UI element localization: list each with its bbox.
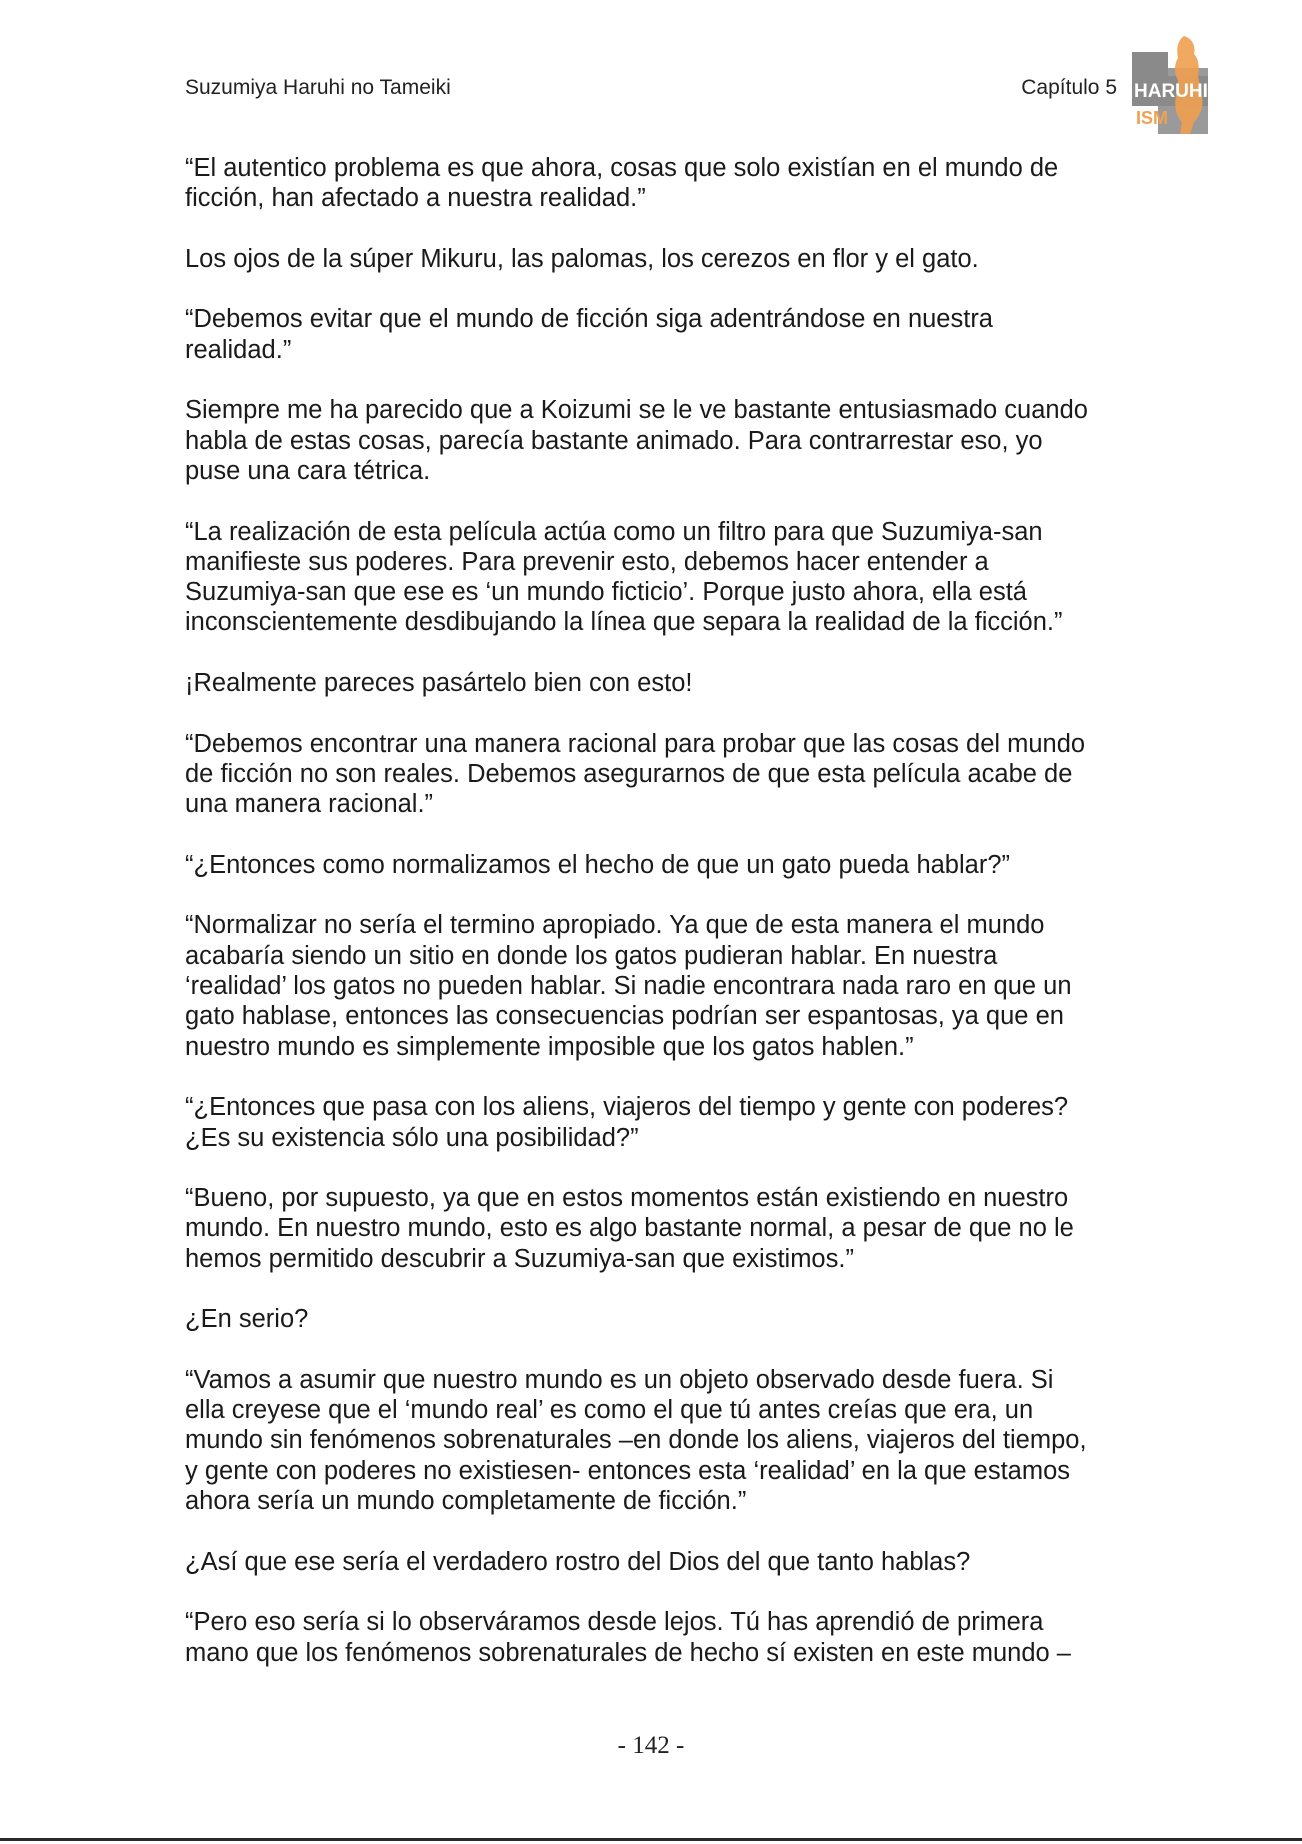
page-header xyxy=(185,72,1117,112)
body-text xyxy=(185,153,1125,1698)
book-title: Suzumiya Haruhi no Tameiki xyxy=(185,76,451,99)
chapter-label: Capítulo 5 xyxy=(1021,76,1117,99)
paragraph: “¿Entonces que pasa con los aliens, viajeros del tiempo y gente con poderes? ¿Es su existencia sólo una posibilidad?” xyxy=(185,1093,1069,1152)
page-number: - 142 - xyxy=(617,1732,685,1759)
paragraph: “Debemos encontrar una manera racional para probar que las cosas del mundo de ficción no son reales. Debemos asegurarnos de que esta película acabe de una manera racional.” xyxy=(185,729,1086,819)
logo-text-top: HARUHI xyxy=(1134,81,1208,102)
paragraph: Siempre me ha parecido que a Koizumi se le ve bastante entusiasmado cuando habla de estas cosas, parecía bastante animado. Para contrarrestar eso, yo puse una cara tétrica. xyxy=(185,396,1088,485)
paragraph: “Bueno, por supuesto, ya que en estos momentos están existiendo en nuestro mundo. En nuestro mundo, esto es algo bastante normal, a pesar de que no le hemos permitido descubrir a Suzumiya-san que existimos.” xyxy=(185,1184,1074,1273)
haruhiism-logo xyxy=(1132,36,1208,134)
paragraph: “¿Entonces como normalizamos el hecho de que un gato pueda hablar?” xyxy=(185,850,1011,879)
paragraph: ¿En serio? xyxy=(185,1305,309,1334)
paragraph: ¿Así que ese sería el verdadero rostro del Dios del que tanto hablas? xyxy=(185,1547,971,1576)
logo-text-bottom: ISM xyxy=(1136,108,1169,128)
paragraph: “El autentico problema es que ahora, cosas que solo existían en el mundo de ficción, han afectado a nuestra realidad.” xyxy=(185,154,1059,213)
paragraph: Los ojos de la súper Mikuru, las palomas, los cerezos en flor y el gato. xyxy=(185,244,979,273)
bottom-divider xyxy=(0,1838,1302,1841)
paragraph: “La realización de esta película actúa como un filtro para que Suzumiya-san manifieste sus poderes. Para prevenir esto, debemos hacer entender a Suzumiya-san que ese es ‘un mundo ficticio’. Porque justo ahora, ella está inconscientemente desdibujando la línea que separa la realidad de la ficción.” xyxy=(185,517,1063,637)
paragraph: “Vamos a asumir que nuestro mundo es un objeto observado desde fuera. Si ella creyese que el ‘mundo real’ es como el que tú antes creías que era, un mundo sin fenómenos sobrenaturales –en donde los aliens, viajeros del tiempo, y gente con poderes no existiesen- entonces esta ‘realidad’ en la que estamos ahora sería un mundo completamente de ficción.” xyxy=(185,1365,1087,1516)
paragraph: ¡Realmente pareces pasártelo bien con esto! xyxy=(185,669,693,698)
paragraph: “Pero eso sería si lo observáramos desde lejos. Tú has aprendió de primera mano que los fenómenos sobrenaturales de hecho sí existen en este mundo – xyxy=(185,1608,1071,1667)
paragraph: “Normalizar no sería el termino apropiado. Ya que de esta manera el mundo acabaría siendo un sitio en donde los gatos pudieran hablar. En nuestra ‘realidad’ los gatos no pueden hablar. Si nadie encontrara nada raro en que un gato hablase, entonces las consecuencias podrían ser espantosas, ya que en nuestro mundo es simplemente imposible que los gatos hablen.” xyxy=(185,911,1072,1061)
paragraph: “Debemos evitar que el mundo de ficción siga adentrándose en nuestra realidad.” xyxy=(185,305,993,364)
